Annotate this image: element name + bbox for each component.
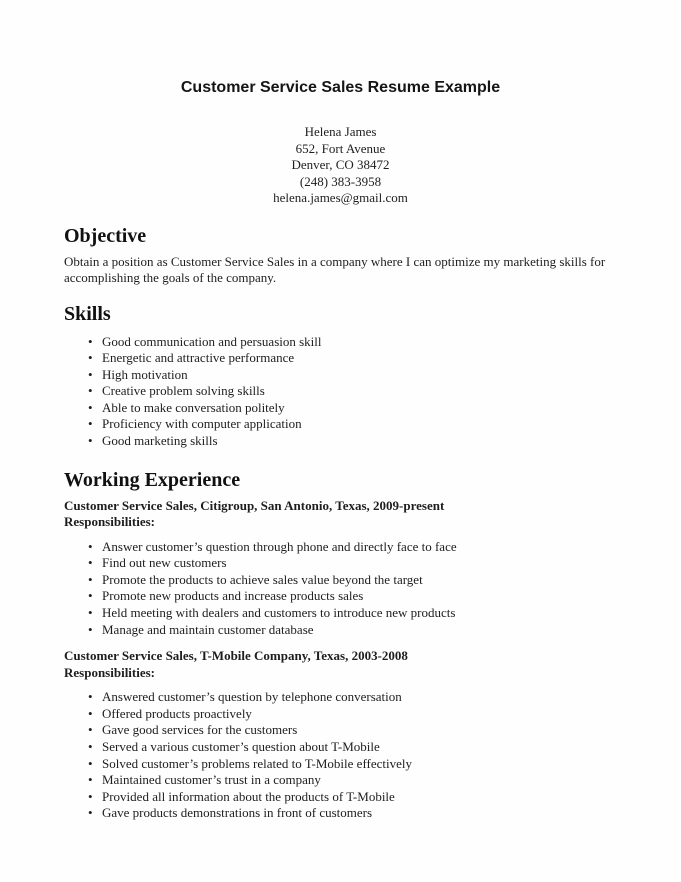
objective-heading: Objective	[64, 224, 147, 247]
list-item: • Able to make conversation politely	[64, 400, 617, 417]
list-item: • Solved customer’s problems related to T-Mobile effectively	[64, 756, 617, 773]
experience-heading: Working Experience	[64, 468, 241, 491]
skills-list	[64, 334, 617, 450]
job-title-block	[64, 648, 617, 681]
list-item: • Creative problem solving skills	[64, 383, 617, 400]
list-item: • Proficiency with computer application	[64, 416, 617, 433]
list-item: • Offered products proactively	[64, 706, 617, 723]
responsibilities-label: Responsibilities:	[64, 514, 156, 530]
list-item: • Held meeting with dealers and customers to introduce new products	[64, 605, 617, 622]
list-item: • Provided all information about the products of T-Mobile	[64, 789, 617, 806]
list-item: • Gave products demonstrations in front of customers	[64, 805, 617, 822]
skills-heading: Skills	[64, 302, 111, 325]
list-item: • Energetic and attractive performance	[64, 350, 617, 367]
list-item: • Maintained customer’s trust in a company	[64, 772, 617, 789]
contact-name: Helena James	[304, 124, 377, 139]
list-item: • Find out new customers	[64, 555, 617, 572]
job-entry	[64, 498, 617, 639]
contact-address-line2: Denver, CO 38472	[291, 157, 390, 172]
job-responsibilities-list	[64, 689, 617, 822]
list-item: • Answered customer’s question by telephone conversation	[64, 689, 617, 706]
job-title: Customer Service Sales, T-Mobile Company, Texas, 2003-2008	[64, 648, 408, 664]
list-item: • Manage and maintain customer database	[64, 622, 617, 639]
job-title: Customer Service Sales, Citigroup, San Antonio, Texas, 2009-present	[64, 497, 445, 513]
contact-block	[64, 124, 617, 207]
spacer	[64, 638, 617, 642]
job-responsibilities-list	[64, 539, 617, 639]
list-item: • Served a various customer’s question about T-Mobile	[64, 739, 617, 756]
list-item: • High motivation	[64, 367, 617, 384]
job-title-block	[64, 498, 617, 531]
objective-text: Obtain a position as Customer Service Sales in a company where I can optimize my marketing skills for accomplishing the goals of the company.	[64, 253, 606, 285]
contact-phone: (248) 383-3958	[299, 173, 382, 189]
document-title: Customer Service Sales Resume Example	[180, 79, 501, 96]
contact-email: helena.james@gmail.com	[273, 190, 408, 205]
contact-address-line1: 652, Fort Avenue	[295, 140, 386, 156]
list-item: • Good marketing skills	[64, 433, 617, 450]
list-item: • Good communication and persuasion skill	[64, 334, 617, 351]
list-item: • Answer customer’s question through phone and directly face to face	[64, 539, 617, 556]
job-entry	[64, 648, 617, 822]
list-item: • Promote new products and increase products sales	[64, 588, 617, 605]
list-item: • Gave good services for the customers	[64, 722, 617, 739]
responsibilities-label: Responsibilities:	[64, 664, 156, 680]
list-item: • Promote the products to achieve sales value beyond the target	[64, 572, 617, 589]
